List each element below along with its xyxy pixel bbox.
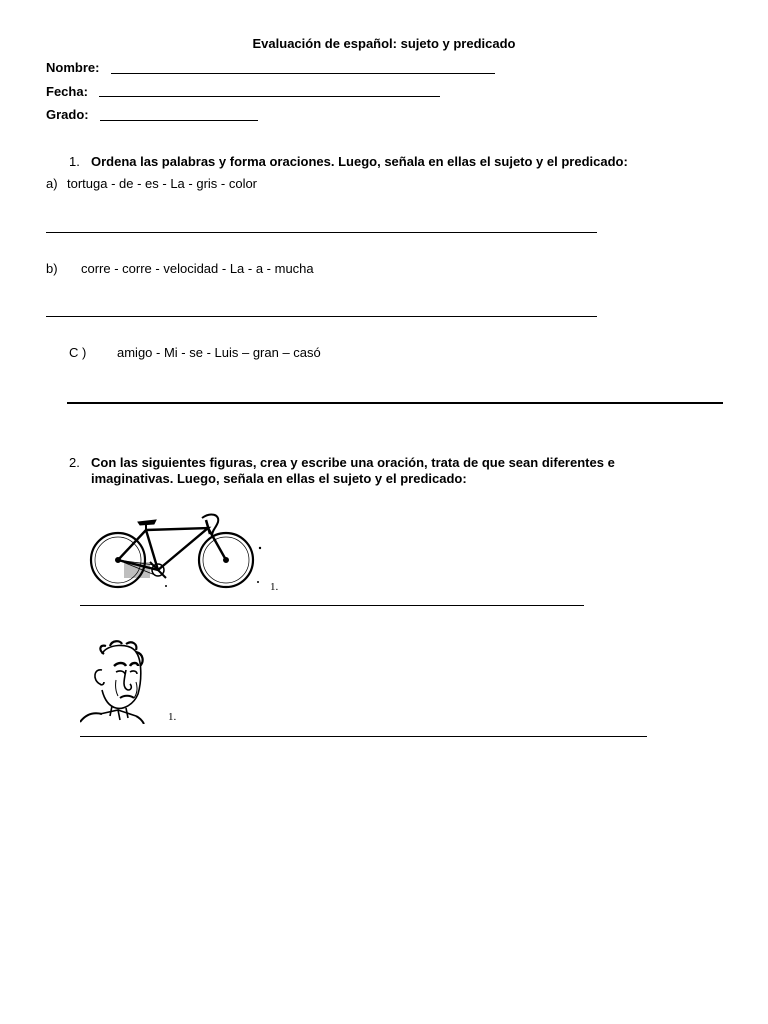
bicycle-illustration [80, 508, 266, 594]
item-b-label: b) [46, 261, 58, 276]
old-man-icon [80, 640, 150, 724]
nombre-label: Nombre: [46, 60, 100, 75]
bicycle-icon [80, 508, 266, 594]
old-man-illustration [80, 640, 150, 724]
item-a-words: tortuga - de - es - La - gris - color [67, 176, 258, 191]
item-c-words: amigo - Mi - se - Luis – gran – casó [117, 345, 321, 360]
answer-line-c[interactable] [67, 402, 723, 404]
answer-line-a[interactable] [46, 232, 597, 233]
q1-number: 1. [69, 154, 80, 169]
page-title: Evaluación de español: sujeto y predicado [252, 36, 516, 51]
answer-line-figure-2[interactable] [80, 736, 647, 737]
item-a-label: a) [46, 176, 58, 191]
q2-prompt-line2: imaginativas. Luego, señala en ellas el sujeto y el predicado: [91, 471, 467, 486]
nombre-line[interactable] [111, 73, 495, 74]
fecha-line[interactable] [99, 96, 440, 97]
grado-line[interactable] [100, 120, 258, 121]
figure-1-marker: 1. [270, 581, 279, 593]
q2-number: 2. [69, 455, 80, 470]
figure-2-marker: 1. [168, 711, 177, 723]
q1-prompt: Ordena las palabras y forma oraciones. Luego, señala en ellas el sujeto y el predicado: [91, 154, 628, 169]
answer-line-figure-1[interactable] [80, 605, 584, 606]
answer-line-b[interactable] [46, 316, 597, 317]
grado-label: Grado: [46, 107, 89, 122]
item-b-words: corre - corre - velocidad - La - a - mucha [81, 261, 314, 276]
fecha-label: Fecha: [46, 84, 88, 99]
item-c-label: C ) [69, 345, 87, 360]
q2-prompt-line1: Con las siguientes figuras, crea y escribe una oración, trata de que sean diferentes e [91, 455, 615, 470]
